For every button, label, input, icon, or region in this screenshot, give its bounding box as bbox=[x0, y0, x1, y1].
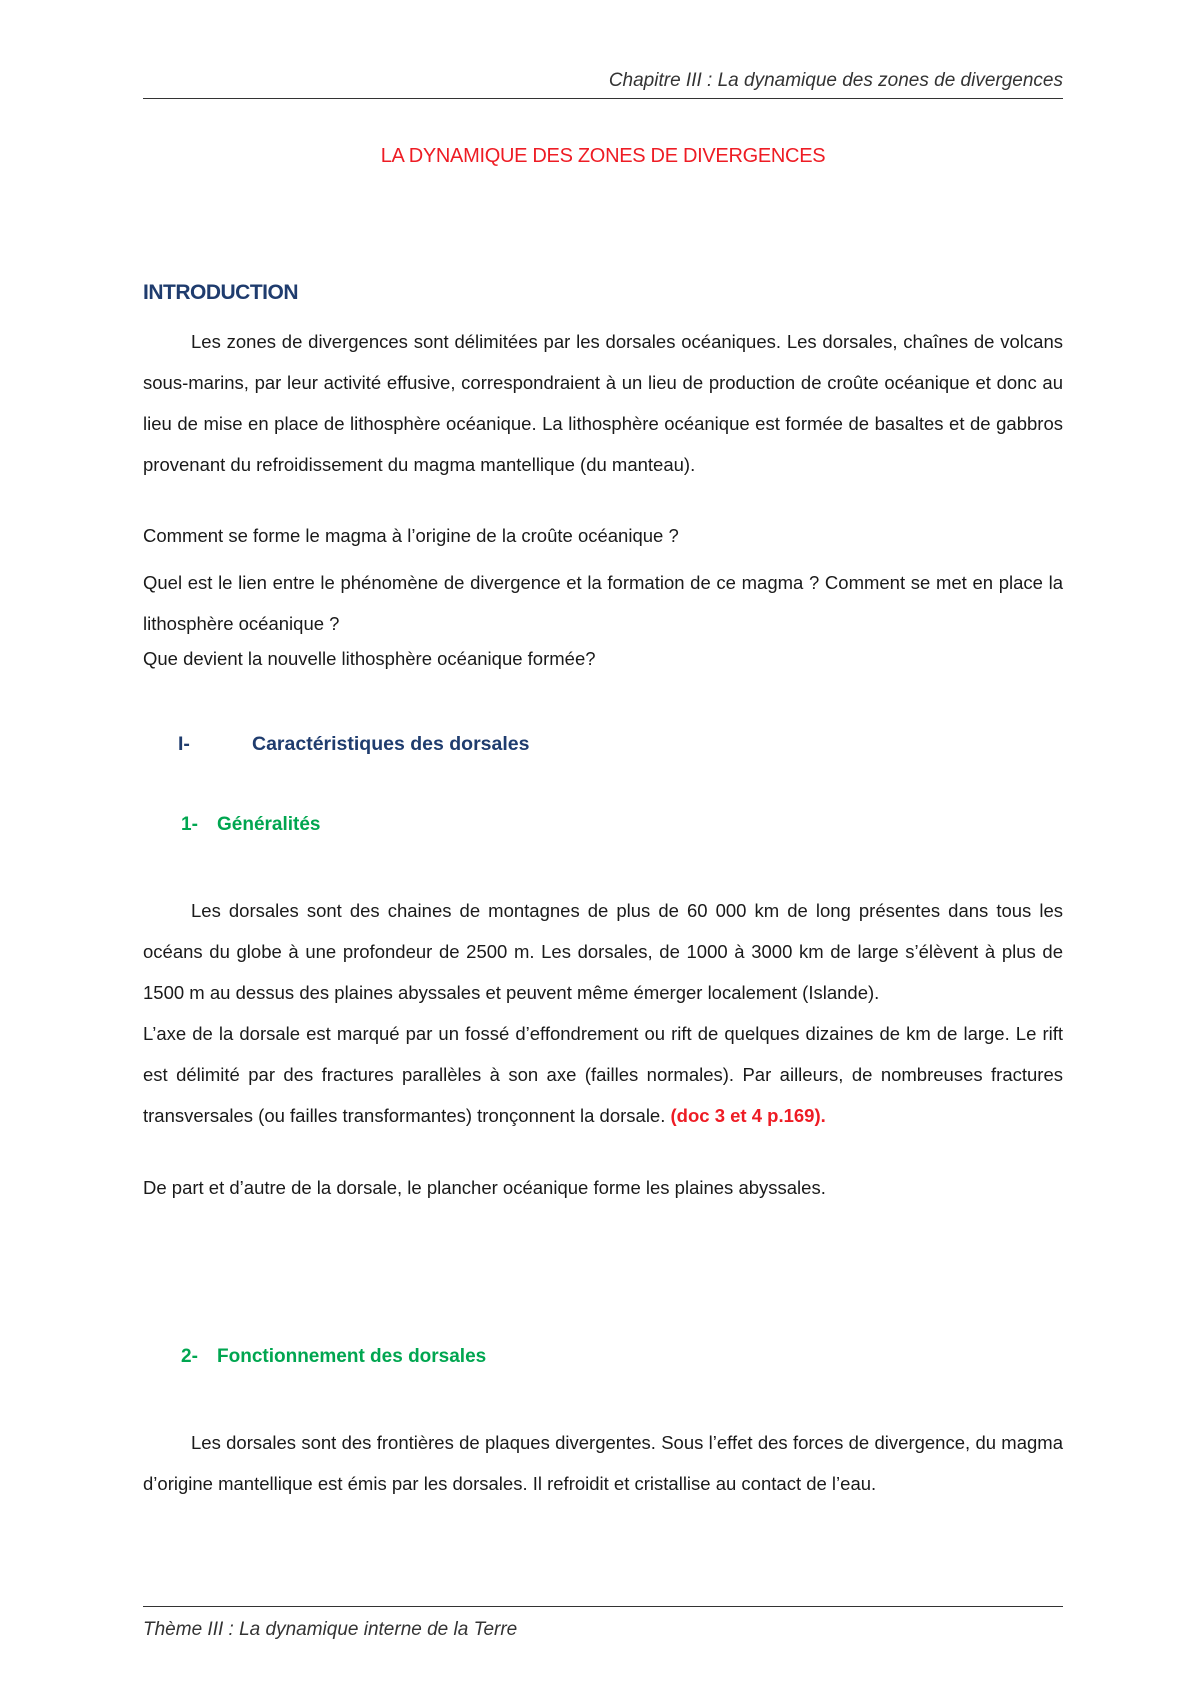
fonctionnement-paragraph: Les dorsales sont des frontières de plaques divergentes. Sous l’effet des forces de divergence, du magma d’origine mantellique est émis par les dorsales. Il refroidit et cristallise au contact de l’eau. bbox=[143, 1432, 1063, 1494]
generalites-paragraph-3: De part et d’autre de la dorsale, le plancher océanique forme les plaines abyssales. bbox=[143, 1177, 826, 1198]
section-number: I- bbox=[178, 733, 190, 755]
section-title: Caractéristiques des dorsales bbox=[252, 733, 530, 755]
generalites-paragraph-2 bbox=[143, 1013, 1063, 1136]
subsection-title: Fonctionnement des dorsales bbox=[217, 1346, 487, 1367]
subsection-heading-2 bbox=[181, 1346, 486, 1368]
document-reference: (doc 3 et 4 p.169). bbox=[670, 1105, 826, 1126]
generalites-paragraph-1: Les dorsales sont des chaines de montagnes de plus de 60 000 km de long présentes dans tous les océans du globe à une profondeur de 2500 m. Les dorsales, de 1000 à 3000 km de large s’élèvent à plus de 1500 m au dessus des plaines abyssales et peuvent même émerger localement (Islande). bbox=[143, 900, 1063, 1003]
question-2: Quel est le lien entre le phénomène de divergence et la formation de ce magma ? Comment se met en place la lithosphère océanique ? bbox=[143, 572, 1063, 634]
document-title: LA DYNAMIQUE DES ZONES DE DIVERGENCES bbox=[380, 145, 826, 167]
subsection-title: Généralités bbox=[217, 814, 321, 835]
running-header: Chapitre III : La dynamique des zones de divergences bbox=[143, 70, 1063, 99]
section-heading-1 bbox=[178, 733, 529, 756]
introduction-paragraph: Les zones de divergences sont délimitées par les dorsales océaniques. Les dorsales, chaînes de volcans sous-marins, par leur activité effusive, correspondraient à un lieu de production de croûte océanique et donc au lieu de mise en place de lithosphère océanique. La lithosphère océanique est formée de basaltes et de gabbros provenant du refroidissement du magma mantellique (du manteau). bbox=[143, 331, 1063, 475]
paragraph-text: L’axe de la dorsale est marqué par un fossé d’effondrement ou rift de quelques dizaines de km de large. Le rift est délimité par des fractures parallèles à son axe (failles normales). Par ailleurs, de nombreuses fractures transversales (ou failles transformantes) tronçonnent la dorsale. bbox=[143, 1023, 1063, 1126]
introduction-heading: INTRODUCTION bbox=[143, 281, 298, 304]
subsection-number: 2- bbox=[181, 1346, 198, 1367]
question-1: Comment se forme le magma à l’origine de la croûte océanique ? bbox=[143, 525, 679, 546]
question-3: Que devient la nouvelle lithosphère océanique formée? bbox=[143, 648, 596, 669]
subsection-heading-1 bbox=[181, 814, 321, 836]
running-footer: Thème III : La dynamique interne de la Terre bbox=[143, 1606, 1063, 1641]
subsection-number: 1- bbox=[181, 814, 198, 835]
